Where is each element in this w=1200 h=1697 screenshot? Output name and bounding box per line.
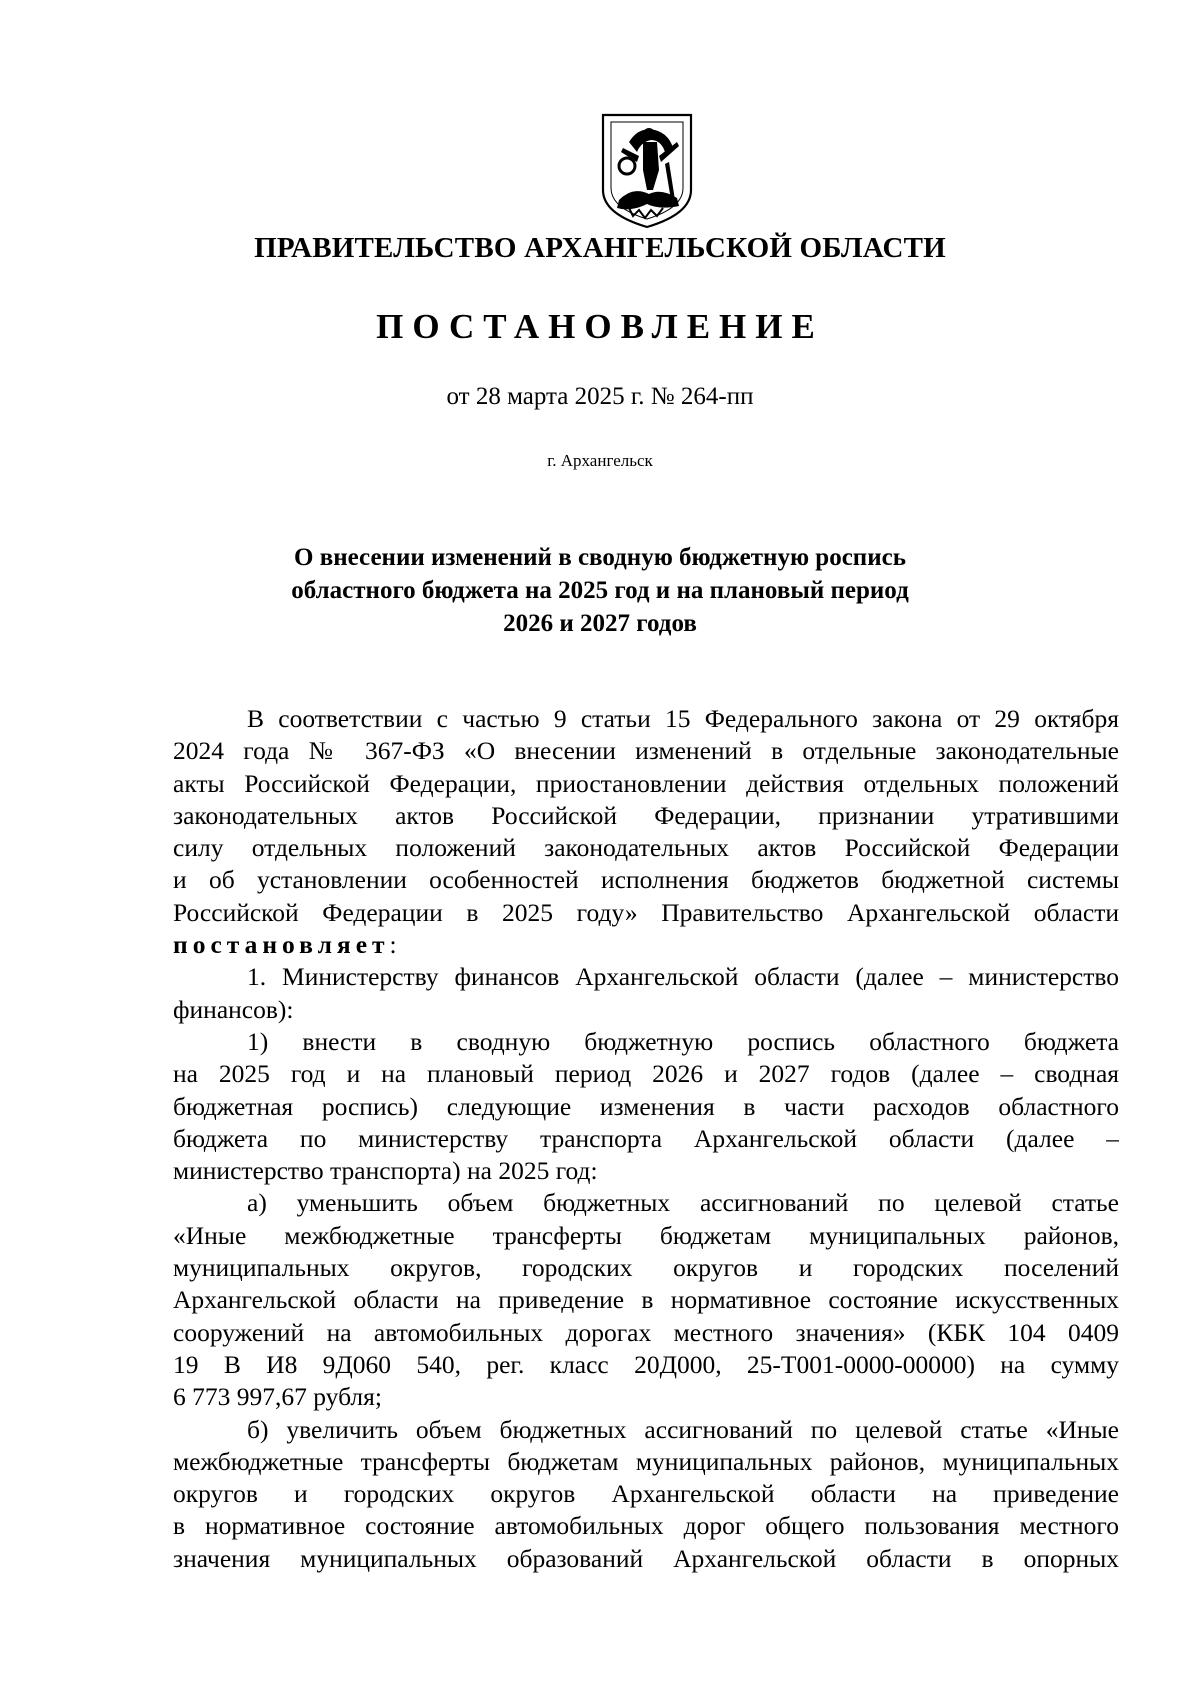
body-line: а) уменьшить объем бюджетных ассигнований по целевой статье xyxy=(247,1188,1119,1218)
body-line: 1. Министерству финансов Архангельской области (далее – министерство xyxy=(247,962,1119,992)
body-line: финансов): xyxy=(173,994,294,1024)
body-line: акты Российской Федерации, приостановлении действия отдельных положений xyxy=(173,768,1119,798)
resolves-word: постановляет xyxy=(173,930,390,960)
body-line: Российской Федерации в 2025 году» Правительство Архангельской области xyxy=(173,897,1119,927)
organization-name: ПРАВИТЕЛЬСТВО АРХАНГЕЛЬСКОЙ ОБЛАСТИ xyxy=(254,232,946,264)
document-date-number: от 28 марта 2025 г. № 264-пп xyxy=(446,383,754,410)
body-line: Архангельской области на приведение в нормативное состояние искусственных xyxy=(173,1285,1119,1315)
body-line: межбюджетные трансферты бюджетам муниципальных районов, муниципальных xyxy=(173,1446,1119,1476)
document-type: ПОСТАНОВЛЕНИЕ xyxy=(376,307,824,346)
body-line: бюджета по министерству транспорта Архангельской области (далее – xyxy=(173,1123,1119,1153)
body-line: 19 В И8 9Д060 540, рег. класс 20Д000, 25-Т001-0000-00000) на сумму xyxy=(173,1349,1119,1379)
body-line: бюджетная роспись) следующие изменения в части расходов областного xyxy=(173,1091,1119,1121)
body-line: сооружений на автомобильных дорогах местного значения» (КБК 104 0409 xyxy=(173,1317,1119,1347)
body-line: на 2025 год и на плановый период 2026 и 2027 годов (далее – сводная xyxy=(173,1059,1119,1089)
body-line: 6 773 997,67 рубля; xyxy=(173,1382,382,1412)
body-line: «Иные межбюджетные трансферты бюджетам муниципальных районов, xyxy=(173,1220,1119,1250)
body-line: б) увеличить объем бюджетных ассигнований по целевой статье «Иные xyxy=(247,1414,1119,1444)
body-line: законодательных актов Российской Федерации, признании утратившими xyxy=(173,800,1119,830)
body-line: округов и городских округов Архангельской области на приведение xyxy=(173,1479,1119,1509)
subject-line: 2026 и 2027 годов xyxy=(503,610,697,637)
body-line: и об установлении особенностей исполнения бюджетов бюджетной системы xyxy=(173,865,1119,895)
body-line: 1) внести в сводную бюджетную роспись областного бюджета xyxy=(247,1026,1119,1056)
body-line: министерство транспорта) на 2025 год: xyxy=(173,1156,598,1186)
body-line: значения муниципальных образований Архангельской области в опорных xyxy=(173,1543,1119,1573)
body-line: силу отдельных положений законодательных актов Российской Федерации xyxy=(173,833,1119,863)
subject-line: О внесении изменений в сводную бюджетную роспись xyxy=(294,544,906,571)
colon-mark: : xyxy=(389,930,397,960)
body-line: в нормативное состояние автомобильных дорог общего пользования местного xyxy=(173,1511,1119,1541)
document-subject xyxy=(0,541,1200,640)
body-line: В соответствии с частью 9 статьи 15 Федерального закона от 29 октября xyxy=(247,704,1119,733)
body-line xyxy=(173,929,1119,961)
document-body xyxy=(173,703,1119,1575)
coat-of-arms-emblem xyxy=(599,112,695,230)
body-line: 2024 года № 367-ФЗ «О внесении изменений в отдельные законодательные xyxy=(173,736,1119,766)
body-line: муниципальных округов, городских округов и городских поселений xyxy=(173,1253,1119,1283)
document-city: г. Архангельск xyxy=(547,451,653,470)
subject-line: областного бюджета на 2025 год и на плановый период xyxy=(291,577,909,604)
